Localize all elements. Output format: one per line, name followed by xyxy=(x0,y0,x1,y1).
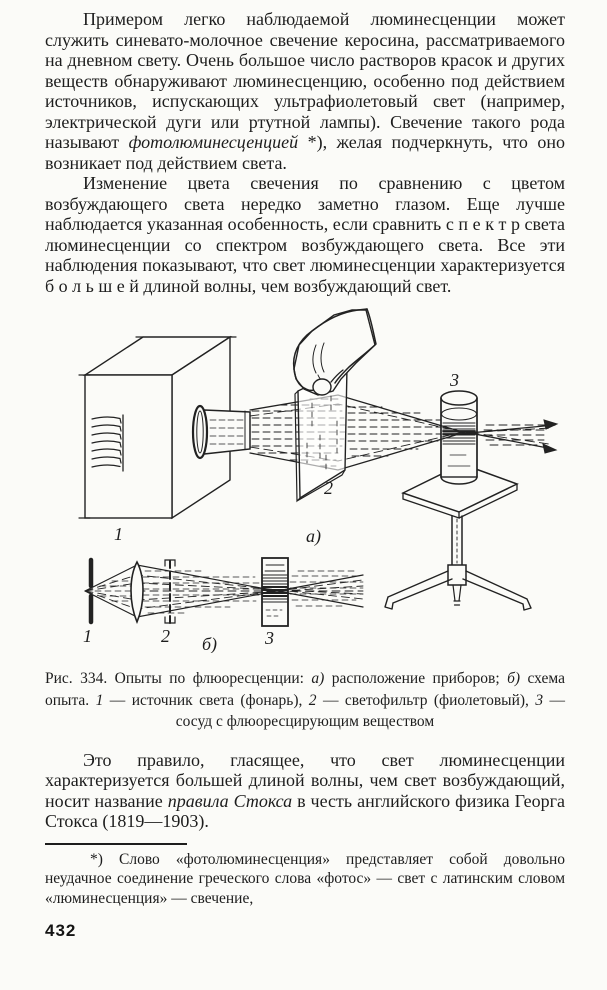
schematic-drawing xyxy=(85,558,363,626)
hand-drawing xyxy=(294,309,376,395)
footnote-divider xyxy=(45,843,187,845)
label-a-source: 1 xyxy=(114,524,123,544)
label-b-tag: б) xyxy=(202,634,218,653)
figure-334-drawing xyxy=(0,303,607,653)
label-a-tag: а) xyxy=(306,526,321,546)
paragraph-luminescence-examples: Примером легко наблюдаемой люминесценции может служить синевато-молочное свечение керосина, рассматриваемого на дневном свету. Очень большое число растворов красок и других веществ обнаруживают люминесценцию, особенно под действием источников, испускающих ультрафиолетовый свет (например, электрической дуги или ртутной лампы). Свечение такого рода называют фотолюминесценцией *), желая подчеркнуть, что оно возникает под действием света. xyxy=(45,9,566,173)
paragraph-color-change: Изменение цвета свечения по сравнению с цветом возбуждающего света нередко заметно глазом. Еще лучше наблюдается указанная особенность, если сравнить с п е к т р света люминесценции со спектром возбуждающего света. Все эти наблюдения показывают, что свет люминесценции характеризуется б о л ь ш е й длиной волны, чем возбуждающий свет. xyxy=(45,173,565,296)
figure-334 xyxy=(45,303,565,653)
table-tripod-drawing xyxy=(385,464,531,610)
label-b-vessel: 3 xyxy=(265,628,274,648)
label-b-filter: 2 xyxy=(161,626,170,646)
page-number: 432 xyxy=(45,921,77,940)
label-a-vessel: 3 xyxy=(450,370,459,390)
paragraph-stokes-rule: Это правило, гласящее, что свет люминесценции характеризуется большей длиной волны, чем свет возбуждающий, носит название правила Стокса в честь английского физика Георга Стокса (1819—1903). xyxy=(45,749,566,831)
footnote: *) Слово «фотолюминесценция» представляет собой довольно неудачное соединение греческого слова «фотос» — свет с латинским словом «люминесценция» — свечение, xyxy=(45,850,565,907)
label-a-filter: 2 xyxy=(324,478,333,498)
lantern-drawing xyxy=(79,337,250,518)
label-b-source: 1 xyxy=(83,626,92,646)
figure-caption: Рис. 334. Опыты по флюоресценции: а) расположение приборов; б) схема опыта. 1 — источник света (фонарь), 2 — светофильтр (фиолетовый), 3 — сосуд с флюоресцирующим веществом xyxy=(45,670,565,730)
